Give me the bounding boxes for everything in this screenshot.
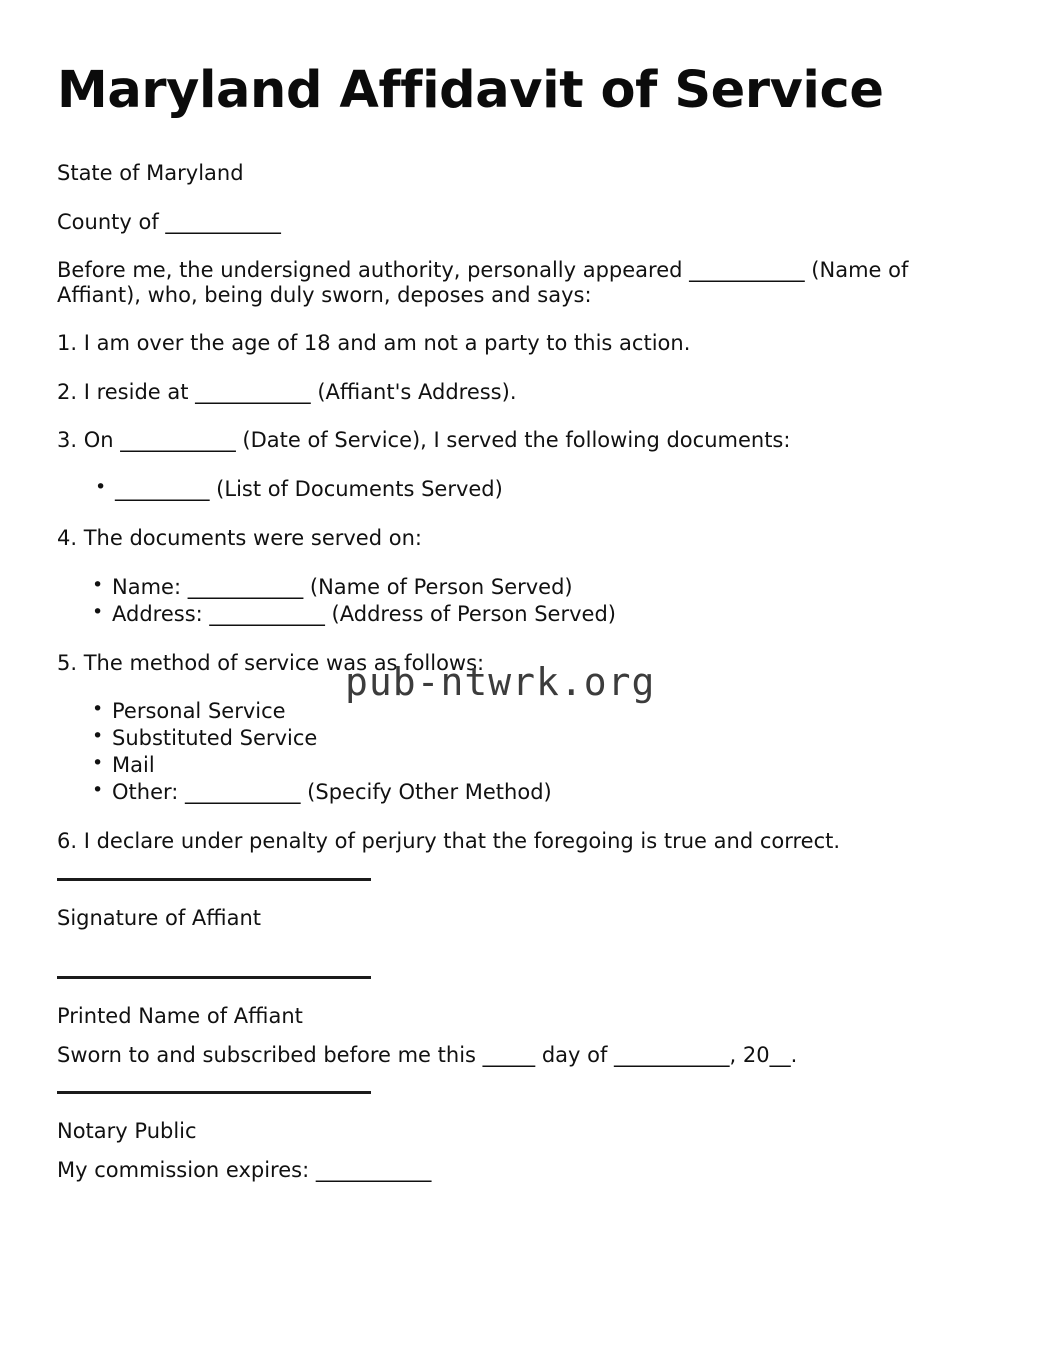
signature-caption: Signature of Affiant bbox=[57, 905, 261, 930]
sworn-statement: Sworn to and subscribed before me this _____ day of ___________, 20__. bbox=[57, 1042, 798, 1067]
preamble-paragraph: Before me, the undersigned authority, personally appeared ___________ (Name of Affiant), who, being duly sworn, deposes and says: bbox=[57, 258, 909, 307]
list-item: • Other: ___________ (Specify Other Method) bbox=[57, 780, 995, 805]
clause-1: 1. I am over the age of 18 and am not a party to this action. bbox=[57, 331, 691, 356]
documents-served-list bbox=[57, 477, 995, 502]
clause-5: 5. The method of service was as follows: bbox=[57, 650, 485, 675]
list-item: • Substituted Service bbox=[57, 726, 995, 751]
site-watermark: pub-ntwrk.org bbox=[345, 660, 656, 704]
page-title: Maryland Affidavit of Service bbox=[57, 61, 884, 120]
commission-expiry-line: My commission expires: ___________ bbox=[57, 1157, 432, 1182]
method-of-service-list bbox=[57, 699, 995, 805]
notary-caption: Notary Public bbox=[57, 1119, 197, 1144]
signature-block bbox=[57, 878, 995, 931]
spacer bbox=[57, 930, 995, 952]
notary-rule bbox=[57, 1091, 371, 1094]
served-on-list bbox=[57, 575, 995, 627]
printed-name-caption: Printed Name of Affiant bbox=[57, 1004, 303, 1029]
list-item: • Address: ___________ (Address of Person Served) bbox=[57, 602, 995, 627]
clause-3: 3. On ___________ (Date of Service), I served the following documents: bbox=[57, 428, 791, 453]
list-item: • Name: ___________ (Name of Person Served) bbox=[57, 575, 995, 600]
printed-name-block bbox=[57, 976, 995, 1029]
county-line: County of ___________ bbox=[57, 209, 281, 234]
clause-4: 4. The documents were served on: bbox=[57, 526, 422, 551]
list-item: • Mail bbox=[57, 753, 995, 778]
spacer bbox=[57, 1029, 995, 1043]
notary-block bbox=[57, 1091, 995, 1144]
signature-rule bbox=[57, 878, 371, 881]
clause-2: 2. I reside at ___________ (Affiant's Address). bbox=[57, 379, 517, 404]
clause-6: 6. I declare under penalty of perjury that the foregoing is true and correct. bbox=[57, 829, 841, 854]
state-line: State of Maryland bbox=[57, 161, 244, 186]
spacer bbox=[57, 1144, 995, 1158]
list-item: • Personal Service bbox=[57, 699, 995, 724]
printed-name-rule bbox=[57, 976, 371, 979]
list-item: • _________ (List of Documents Served) bbox=[57, 477, 995, 502]
